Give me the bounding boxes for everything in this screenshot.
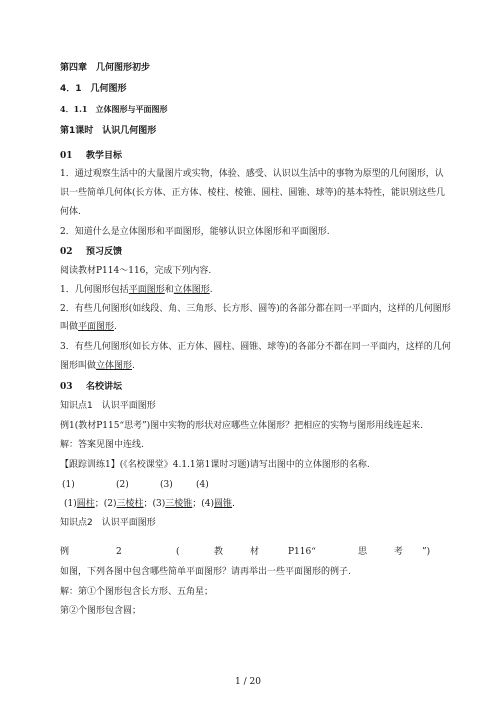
figure-label-2: (2) <box>116 480 129 490</box>
subsection-title: 4．1.1 立体图形与平面图形 <box>60 104 168 114</box>
answer-blank: 平面图形 <box>78 322 115 332</box>
section-heading-02 <box>60 246 122 258</box>
example-2-word: ( <box>176 547 180 557</box>
example-1-solution: 解：答案见图中连线. <box>60 440 144 450</box>
text: 图形叫做 <box>60 361 97 371</box>
example-2-word: 材 <box>250 547 260 557</box>
section-heading-01 <box>60 150 122 162</box>
preview-item-1 <box>60 284 213 296</box>
example-2-solution-1: 解：第①个图形包含长方形、五角星； <box>60 587 214 597</box>
chapter-title: 第四章 几何图形初步 <box>60 63 151 73</box>
goal-1-line-3: 何体. <box>60 207 81 217</box>
reading-instruction: 阅读教材P114～116，完成下列内容. <box>60 266 212 276</box>
text: ；(3) <box>143 499 166 509</box>
text: . <box>114 322 117 332</box>
preview-item-2-line-2 <box>60 321 117 333</box>
text: (1) <box>64 499 77 509</box>
text: 1．几何图形包括 <box>60 285 129 295</box>
text: . <box>232 499 235 509</box>
text: 叫做 <box>60 322 79 332</box>
follow-up-answers <box>64 498 235 510</box>
example-2-word: 教 <box>214 547 224 557</box>
goal-2: 2．知道什么是立体图形和平面图形，能够认识立体图形和平面图形. <box>60 227 330 237</box>
answer-blank: 立体图形 <box>96 361 133 371</box>
example-2-word: P116“ <box>288 547 316 557</box>
section-number: 03 <box>60 382 73 392</box>
figure-label-1: (1) <box>62 480 75 490</box>
preview-item-3-line-2 <box>60 360 135 372</box>
answer-blank: 三棱锥 <box>165 499 193 509</box>
text: ；(4) <box>192 499 215 509</box>
figure-label-3: (3) <box>160 480 173 490</box>
answer-blank: 圆锥 <box>214 499 233 509</box>
page-number: 1 / 20 <box>235 677 261 687</box>
section-title: 4．1 几何图形 <box>60 84 127 94</box>
answer-blank: 平面图形 <box>128 285 165 295</box>
text: ；(2) <box>94 499 117 509</box>
answer-blank: 三棱柱 <box>116 499 144 509</box>
goal-1-line-1: 1．通过观察生活中的大量图片或实物，体验、感受、认识以生活中的事物为原型的几何图形，认 <box>60 169 444 179</box>
follow-up-exercise-1: 【跟踪训练1】(《名校课堂》4.1.1第1课时习题)请写出图中的立体图形的名称. <box>60 460 370 470</box>
lesson-title: 第1课时 认识几何图形 <box>60 126 157 136</box>
example-2-word: 考 <box>394 547 404 557</box>
example-2-word: 例 <box>60 547 70 557</box>
example-2-word: 2 <box>116 547 122 557</box>
text: . <box>132 361 135 371</box>
section-label: 教学目标 <box>86 151 123 161</box>
example-2-word: ”) <box>422 547 431 557</box>
section-heading-03 <box>60 381 122 393</box>
example-2-question: 如图，下列各图中包含哪些简单平面图形？请再举出一些平面图形的例子. <box>60 567 351 577</box>
section-number: 01 <box>60 151 73 161</box>
preview-item-3-line-1: 3．有些几何图形(如长方体、正方体、圆柱、圆锥、球等)的各部分不都在同一平面内，这样的几何 <box>60 342 451 352</box>
example-2-solution-2: 第②个图形包含圆； <box>60 606 142 616</box>
answer-blank: 圆柱 <box>76 499 95 509</box>
preview-item-2-line-1: 2．有些几何图形(如线段、角、三角形、长方形、圆等)的各部分都在同一平面内，这样的几何图形 <box>60 304 451 314</box>
section-label: 名校讲坛 <box>86 382 123 392</box>
figure-label-4: (4) <box>196 480 209 490</box>
knowledge-point-1: 知识点1 认识平面图形 <box>60 401 156 411</box>
section-label: 预习反馈 <box>86 247 123 257</box>
knowledge-point-2: 知识点2 认识平面图形 <box>60 518 156 528</box>
answer-blank: 立体图形 <box>173 285 210 295</box>
example-2-word: 思 <box>358 547 368 557</box>
section-number: 02 <box>60 247 73 257</box>
goal-1-line-2: 识一些简单几何体(长方体、正方体、棱柱、棱锥、圆柱、圆锥、球等)的基本特性，能识别这些几 <box>60 188 446 198</box>
text: 和 <box>164 285 174 295</box>
example-1: 例1(教材P115“思考”)图中实物的形状对应哪些立体图形？把相应的实物与图形用线连起来. <box>60 421 424 431</box>
text: . <box>209 285 213 295</box>
